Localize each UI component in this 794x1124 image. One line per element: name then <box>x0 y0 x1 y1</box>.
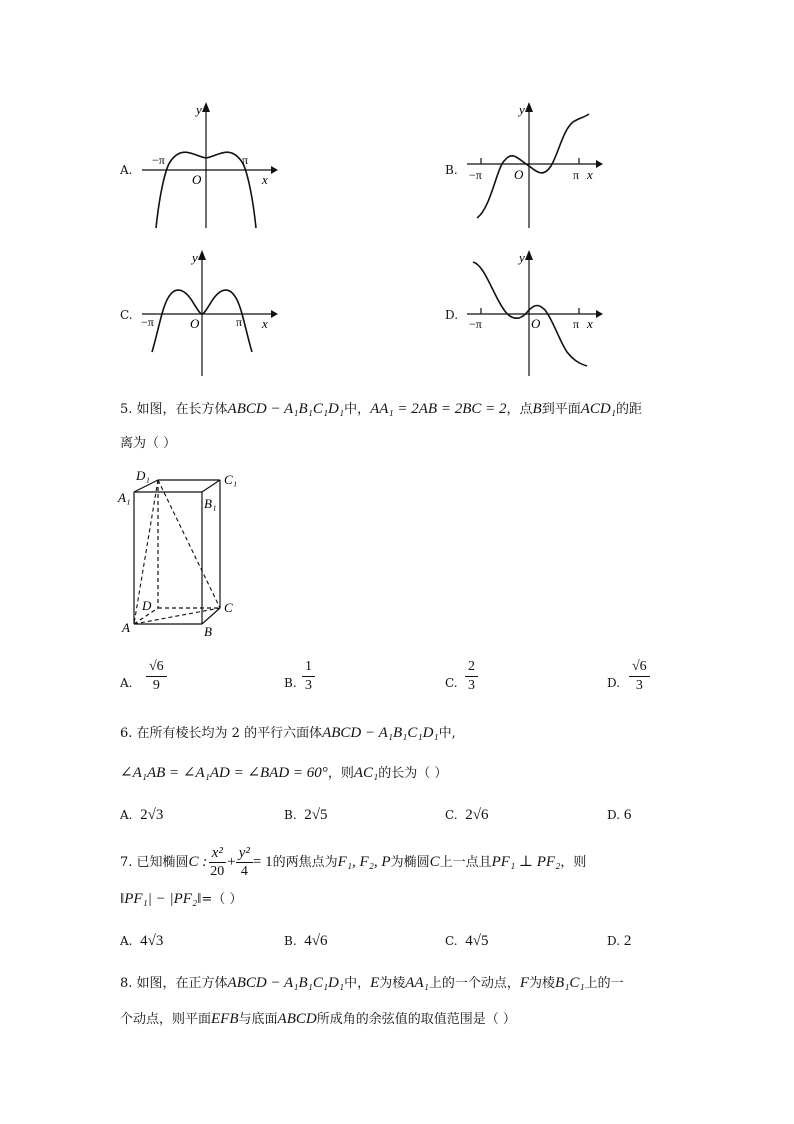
q7-frac-y: $\frac{\text{y²}}{4}$ <box>236 844 253 881</box>
q6-option-a: A. 2√3 <box>120 807 164 823</box>
label-d1: D₁ <box>136 468 150 483</box>
q7-frac-x: $\frac{\text{x²}}{20}$ <box>210 845 225 879</box>
y-axis-arrow <box>198 250 206 260</box>
pi-label: π <box>242 153 249 167</box>
q5-plane: ACD₁ <box>580 401 616 417</box>
label-b: B <box>204 624 212 639</box>
q7-option-c: C. 4√5 <box>445 933 489 949</box>
x-label: x <box>587 316 593 331</box>
question-6-line-2: ∠A₁AB = ∠A₁AD = ∠BAD = 60°，则AC₁的长为（ ） <box>120 765 448 781</box>
x-axis-arrow <box>271 310 278 318</box>
option-a-label: A. <box>120 163 133 177</box>
x-label: x <box>262 172 268 187</box>
q5-option-c-value: $\frac{2}{3}$ <box>465 658 478 695</box>
origin-label: O <box>531 316 541 331</box>
pi-label: π <box>573 168 580 182</box>
origin-label: O <box>514 167 524 182</box>
question-8-line-2: 个动点，则平面EFB与底面ABCD所成角的余弦值的取值范围是（ ） <box>120 1011 516 1027</box>
option-c-label: C. <box>120 308 133 322</box>
cuboid-figure <box>116 468 246 640</box>
q5-condition: AA₁ = 2AB = 2BC = 2 <box>370 401 507 417</box>
x-axis-arrow <box>596 160 603 168</box>
y-axis-arrow <box>525 250 533 260</box>
graph-option-a <box>138 100 278 232</box>
question-5-line-2: 离为（ ） <box>120 436 177 451</box>
q6-option-d: D. 6 <box>607 807 632 823</box>
question-7-line-2: ‖PF₁| − |PF₂‖=（ ） <box>120 891 243 907</box>
graph-option-c <box>138 248 278 380</box>
graph-option-d <box>463 248 603 380</box>
curve <box>477 114 589 218</box>
q7-option-b: B. 4√6 <box>284 933 328 949</box>
question-6-line-1: 6. 在所有棱长均为 2 的平行六面体ABCD − A₁B₁C₁D₁中, <box>120 725 456 741</box>
label-d: D <box>142 598 152 613</box>
label-c: C <box>224 600 233 615</box>
question-5-line-1: 5. 如图，在长方体ABCD − A₁B₁C₁D₁中，AA₁ = 2AB = 2BC = 2，点B到平面ACD₁的距 <box>120 401 642 417</box>
neg-pi-label: −π <box>469 317 482 331</box>
origin-label: O <box>190 316 200 331</box>
x-label: x <box>587 167 593 182</box>
q5-option-d-label: D. <box>607 676 621 690</box>
option-b-label: B. <box>445 163 458 177</box>
graph-option-b <box>463 100 603 232</box>
q6-solid: ABCD − A₁B₁C₁D₁ <box>322 725 439 741</box>
q5-option-d-value: $\frac{√6}{3}$ <box>629 658 650 695</box>
q6-condition: ∠A₁AB = ∠A₁AD = ∠BAD = 60° <box>120 765 328 781</box>
y-label: y <box>192 250 198 265</box>
q7-option-d: D. 2 <box>607 933 632 949</box>
question-8-line-1: 8. 如图，在正方体ABCD − A₁B₁C₁D₁中，E为棱AA₁上的一个动点，F为棱B₁C₁上的一 <box>120 975 624 991</box>
y-label: y <box>519 250 525 265</box>
neg-pi-label: −π <box>152 153 165 167</box>
x-label: x <box>262 316 268 331</box>
q5-option-b-value: $\frac{1}{3}$ <box>302 658 315 695</box>
label-a: A <box>122 620 130 635</box>
option-d-label: D. <box>445 308 459 322</box>
y-label: y <box>196 102 202 117</box>
y-label: y <box>519 102 525 117</box>
q5-option-a-value: $\frac{√6}{9}$ <box>146 658 167 695</box>
neg-pi-label: −π <box>469 168 482 182</box>
label-a1: A₁ <box>118 490 131 505</box>
neg-pi-label: −π <box>141 315 154 329</box>
x-axis-arrow <box>271 166 278 174</box>
pi-label: π <box>573 317 580 331</box>
label-c1: C₁ <box>224 472 238 487</box>
pi-label: π <box>236 315 243 329</box>
q6-option-b: B. 2√5 <box>284 807 328 823</box>
y-axis-arrow <box>202 102 210 112</box>
q7-option-a: A. 4√3 <box>120 933 164 949</box>
question-7-line-1: 7. 已知椭圆C : $\frac{\text{x²}}{20}$ + $\frac{\text{y²}}{4}$ = 1的两焦点为F₁, F₂, P为椭圆C上一点且PF₁ ⊥ PF₂，则 <box>120 845 587 879</box>
label-b1: B₁ <box>204 496 217 511</box>
q5-solid: ABCD − A₁B₁C₁D₁ <box>227 401 345 417</box>
q5-option-a-label: A. <box>120 676 133 690</box>
y-axis-arrow <box>525 102 533 112</box>
origin-label: O <box>192 172 202 187</box>
edge-c1-b1 <box>202 480 220 492</box>
q5-option-b-label: B. <box>284 676 297 690</box>
q5-option-c-label: C. <box>445 676 458 690</box>
q6-option-c: C. 2√6 <box>445 807 489 823</box>
x-axis-arrow <box>596 310 603 318</box>
